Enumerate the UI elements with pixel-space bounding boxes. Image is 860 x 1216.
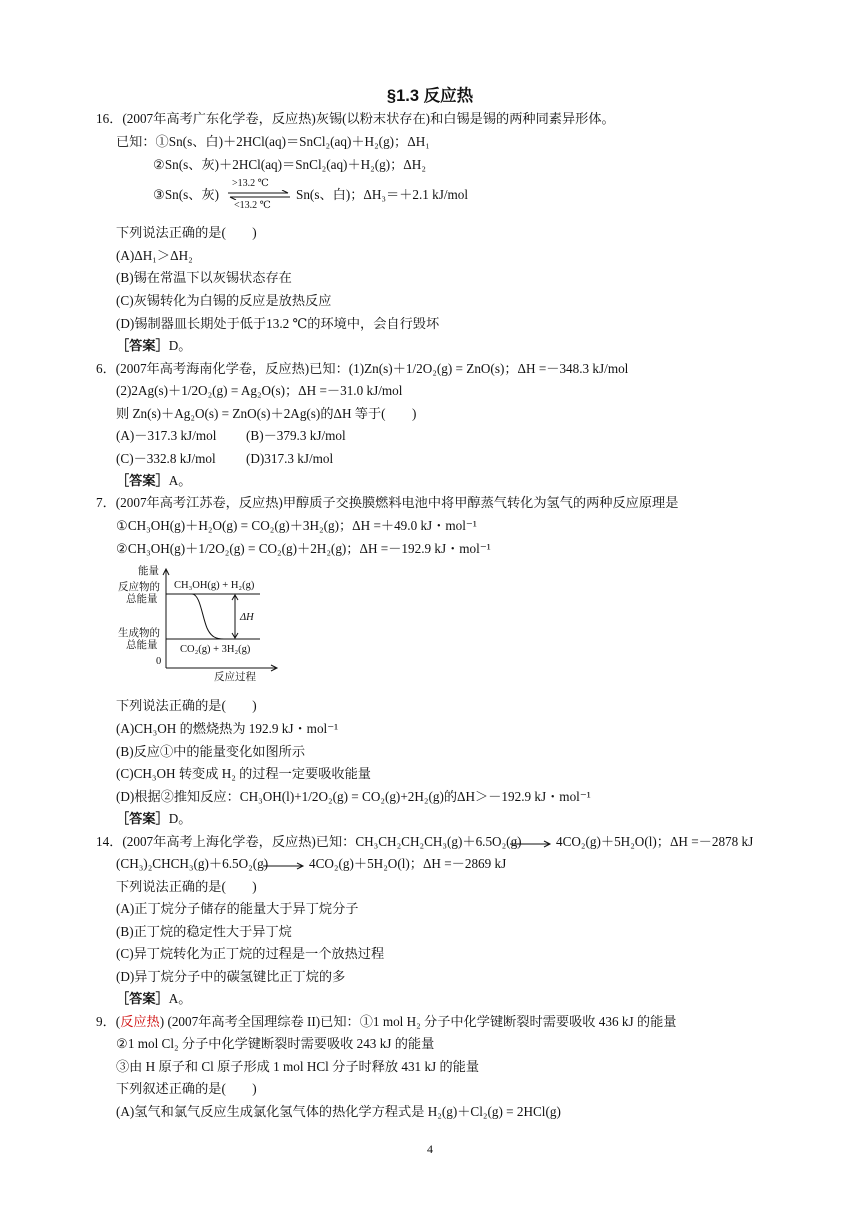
q6-line-3: 则 Zn(s)＋Ag₂O(s) = ZnO(s)＋2Ag(s)的ΔH 等于( ) (116, 406, 417, 421)
q7-stem: 7．(2007年高考江苏卷，反应热)甲醇质子交换膜燃料电池中将甲醇蒸气转化为氢气的两种反应原理是 (96, 495, 679, 510)
answer-label: ［答案］ (116, 991, 169, 1006)
answer-label: ［答案］ (116, 338, 169, 353)
y-axis-label: 能量 (138, 566, 159, 577)
energy-diagram (110, 564, 280, 686)
q7-option-d: (D)根据②推知反应：CH₃OH(l)+1/2O₂(g) = CO₂(g)+2H₂(g)的ΔH＞－192.9 kJ・mol⁻¹ (116, 789, 591, 804)
q16-prompt: 下列说法正确的是( ) (116, 225, 257, 240)
q7-answer (116, 810, 191, 827)
q16-option-d: (D)锡制器皿长期处于低于13.2 ℃的环境中，会自行毁坏 (116, 316, 440, 331)
q16-option-c: (C)灰锡转化为白锡的反应是放热反应 (116, 293, 332, 308)
x-axis-label: 反应过程 (214, 672, 256, 683)
q9-stem (96, 1013, 676, 1030)
arrow-top-label: >13.2 ℃ (232, 178, 269, 189)
answer-value: D。 (168, 811, 192, 826)
q9-prompt: 下列叙述正确的是( ) (116, 1081, 257, 1096)
q9-number: 9．( (96, 1014, 121, 1029)
q14-prompt: 下列说法正确的是( ) (116, 879, 257, 894)
page-title: §1.3 反应热 (386, 87, 474, 105)
answer-label: ［答案］ (116, 811, 169, 826)
q7-prompt: 下列说法正确的是( ) (116, 698, 257, 713)
reaction-arrow-icon (263, 862, 305, 870)
q16-known-2: ②Sn(s、灰)＋2HCl(aq)＝SnCl₂(aq)＋H₂(g)；ΔH₂ (153, 157, 426, 172)
q16-known-1: 已知：①Sn(s、白)＋2HCl(aq)＝SnCl₂(aq)＋H₂(g)；ΔH₁ (116, 134, 430, 149)
product-formula: CO₂(g) + 3H₂(g) (180, 644, 251, 655)
product-energy-label-1: 生成物的 (118, 628, 160, 639)
q16-answer (116, 337, 191, 354)
q6-answer (116, 472, 191, 489)
q6-option-d: (D)317.3 kJ/mol (246, 451, 334, 466)
product-energy-label-2: 总能量 (126, 640, 158, 651)
q6-line-2: (2)2Ag(s)＋1/2O₂(g) = Ag₂O(s)；ΔH =－31.0 kJ/mol (116, 383, 403, 398)
q16-option-a: (A)ΔH₁＞ΔH₂ (116, 248, 193, 263)
q9-topic-tag: 反应热 (120, 1014, 160, 1029)
q7-option-c: (C)CH₃OH 转变成 H₂ 的过程一定要吸收能量 (116, 766, 371, 781)
q14-line-2: (CH₃)₂CHCH₃(g)＋6.5O₂(g) (116, 856, 269, 871)
q9-line-3: ③由 H 原子和 Cl 原子形成 1 mol HCl 分子时释放 431 kJ 的能量 (116, 1059, 480, 1074)
arrow-bottom-label: <13.2 ℃ (234, 200, 271, 211)
q14-option-b: (B)正丁烷的稳定性大于异丁烷 (116, 924, 292, 939)
origin-label: 0 (156, 656, 162, 667)
reactant-energy-label-2: 总能量 (126, 594, 158, 605)
q7-option-a: (A)CH₃OH 的燃烧热为 192.9 kJ・mol⁻¹ (116, 721, 339, 736)
delta-h-label: ΔH (240, 612, 254, 623)
q6-stem: 6．(2007年高考海南化学卷，反应热)已知：(1)Zn(s)＋1/2O₂(g) = ZnO(s)；ΔH =－348.3 kJ/mol (96, 361, 629, 376)
q16-stem: 16．(2007年高考广东化学卷，反应热)灰锡(以粉末状存在)和白锡是锡的两种同素异形体。 (96, 111, 615, 126)
q6-option-b: (B)－379.3 kJ/mol (246, 428, 346, 443)
answer-value: A。 (168, 991, 192, 1006)
equilibrium-arrow (226, 178, 292, 212)
reactant-formula: CH₃OH(g) + H₂(g) (174, 580, 255, 591)
answer-value: D。 (168, 338, 192, 353)
q9-stem-text: ) (2007年高考全国理综卷 II)已知：①1 mol H₂ 分子中化学键断裂时需要吸收 436 kJ 的能量 (159, 1014, 677, 1029)
q16-known-3-right: Sn(s、白)；ΔH₃＝＋2.1 kJ/mol (296, 187, 469, 202)
q14-stem-products: 4CO₂(g)＋5H₂O(l)；ΔH =－2878 kJ (556, 834, 754, 849)
q16-known-3-left: ③Sn(s、灰) (153, 187, 220, 202)
q7-option-b: (B)反应①中的能量变化如图所示 (116, 744, 306, 759)
answer-label: ［答案］ (116, 473, 169, 488)
double-arrow-icon (226, 190, 292, 200)
answer-value: A。 (168, 473, 192, 488)
q7-reaction-1: ①CH₃OH(g)＋H₂O(g) = CO₂(g)＋3H₂(g)；ΔH =＋49.0 kJ・mol⁻¹ (116, 518, 477, 533)
q14-answer (116, 990, 191, 1007)
q9-option-a: (A)氢气和氯气反应生成氯化氢气体的热化学方程式是 H₂(g)＋Cl₂(g) = 2HCl(g) (116, 1104, 561, 1119)
q14-option-a: (A)正丁烷分子储存的能量大于异丁烷分子 (116, 901, 359, 916)
q14-option-d: (D)异丁烷分子中的碳氢键比正丁烷的多 (116, 969, 346, 984)
reactant-energy-label-1: 反应物的 (118, 582, 160, 593)
q14-option-c: (C)异丁烷转化为正丁烷的过程是一个放热过程 (116, 946, 385, 961)
q14-stem: 14．(2007年高考上海化学卷，反应热)已知：CH₃CH₂CH₂CH₃(g)＋6.5O₂(g) (96, 834, 522, 849)
q7-reaction-2: ②CH₃OH(g)＋1/2O₂(g) = CO₂(g)＋2H₂(g)；ΔH =－192.9 kJ・mol⁻¹ (116, 541, 491, 556)
page-number: 4 (427, 1142, 433, 1156)
q14-line-2-products: 4CO₂(g)＋5H₂O(l)；ΔH =－2869 kJ (309, 856, 507, 871)
q9-line-2: ②1 mol Cl₂ 分子中化学键断裂时需要吸收 243 kJ 的能量 (116, 1036, 435, 1051)
q6-option-a: (A)－317.3 kJ/mol (116, 428, 217, 443)
q6-option-c: (C)－332.8 kJ/mol (116, 451, 216, 466)
reaction-arrow-icon (510, 840, 552, 848)
q16-option-b: (B)锡在常温下以灰锡状态存在 (116, 270, 292, 285)
